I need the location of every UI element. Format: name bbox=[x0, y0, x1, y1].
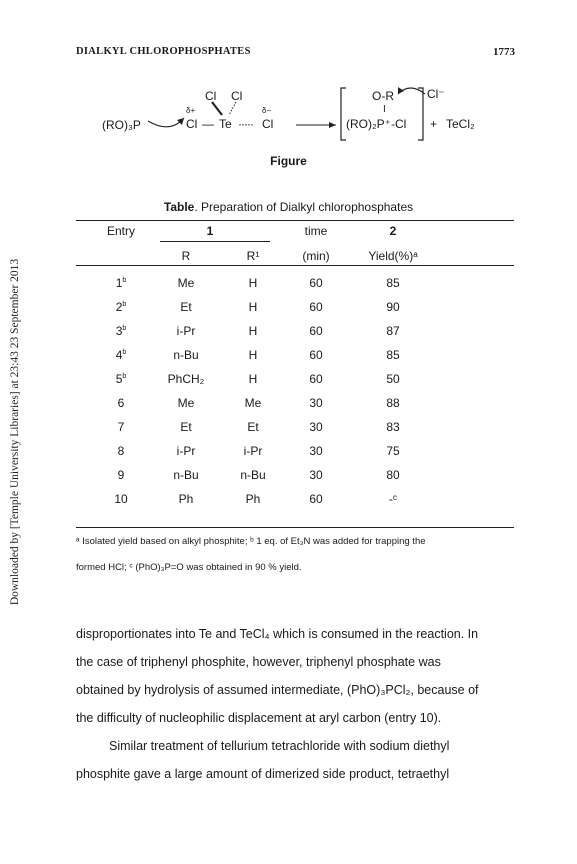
cell-entry-text: 3 bbox=[115, 324, 123, 338]
cell-entry-text: 1 bbox=[115, 276, 123, 290]
cell-r bbox=[177, 445, 196, 457]
bond-te-cl-right bbox=[229, 102, 236, 115]
cl-top-right: Cl bbox=[231, 89, 243, 103]
body-line-2: the case of triphenyl phosphite, however, triphenyl phosphate was bbox=[76, 655, 441, 669]
cl-top-left: Cl bbox=[205, 89, 217, 103]
cell-r1-text: H bbox=[248, 372, 258, 386]
body-line-1-text: disproportionates into Te and TeCl₄ which is consumed in the reaction. In bbox=[76, 627, 479, 641]
cell-entry bbox=[116, 373, 127, 385]
cell-r1-text: H bbox=[248, 348, 258, 362]
subheader-r: R bbox=[181, 249, 191, 263]
cell-r-text: n-Bu bbox=[173, 468, 199, 482]
cell-time-text: 60 bbox=[309, 492, 323, 506]
bracket-left bbox=[341, 88, 346, 140]
cell-r-text: Me bbox=[177, 276, 195, 290]
header-group-2: 2 bbox=[389, 224, 397, 238]
cell-yield bbox=[386, 349, 399, 361]
body-line-1 bbox=[76, 628, 516, 641]
dotted-bond: ····· bbox=[238, 117, 253, 131]
scheme-lines bbox=[0, 80, 577, 152]
entry-footnote-mark: b bbox=[122, 277, 127, 284]
cell-r1-text: Ph bbox=[245, 492, 261, 506]
cell-r-text: PhCH₂ bbox=[167, 372, 205, 386]
cell-r1-text: n-Bu bbox=[240, 468, 266, 482]
download-watermark-text: Downloaded by [Temple University Libraries] at 23:43 23 September 2013 bbox=[9, 258, 21, 606]
cell-yield-text: -ᶜ bbox=[388, 492, 398, 506]
cell-yield-text: 90 bbox=[386, 300, 400, 314]
reaction-arrowhead bbox=[329, 122, 336, 128]
cell-yield-text: 80 bbox=[386, 468, 400, 482]
cell-yield bbox=[389, 493, 397, 505]
cell-r1 bbox=[245, 397, 262, 409]
cell-entry-text: 6 bbox=[117, 396, 125, 410]
cell-time-text: 60 bbox=[309, 372, 323, 386]
cell-r bbox=[179, 493, 194, 505]
cell-time-text: 30 bbox=[309, 444, 323, 458]
body-line-5: Similar treatment of tellurium tetrachloride with sodium diethyl bbox=[109, 739, 450, 753]
attack-arrowhead bbox=[177, 118, 184, 125]
intermediate-core: (RO)₂P⁺-Cl bbox=[346, 117, 407, 131]
cell-time-text: 60 bbox=[309, 300, 323, 314]
cell-time bbox=[309, 469, 322, 481]
cell-time bbox=[309, 277, 322, 289]
cell-r-text: i-Pr bbox=[176, 324, 196, 338]
cell-r1 bbox=[244, 445, 263, 457]
attack-arrow bbox=[148, 118, 184, 127]
cell-yield-text: 50 bbox=[386, 372, 400, 386]
body-line-3: obtained by hydrolysis of assumed intermediate, (PhO)₃PCl₂, because of bbox=[76, 683, 479, 697]
intermediate-or: O-R bbox=[372, 89, 394, 103]
cell-time bbox=[309, 373, 322, 385]
cell-time bbox=[309, 349, 322, 361]
cell-time bbox=[309, 397, 322, 409]
cell-r bbox=[180, 421, 191, 433]
cell-r bbox=[173, 349, 198, 361]
body-line-4: the difficulty of nucleophilic displacement at aryl carbon (entry 10). bbox=[76, 711, 442, 725]
subheader-r1: R¹ bbox=[246, 249, 260, 263]
cell-time-text: 60 bbox=[309, 324, 323, 338]
cell-time bbox=[309, 301, 322, 313]
cell-r1 bbox=[249, 349, 258, 361]
page-number: 1773 bbox=[493, 46, 515, 58]
table-title bbox=[0, 200, 577, 214]
header-group-1: 1 bbox=[206, 224, 214, 238]
entry-footnote-mark: b bbox=[122, 301, 127, 308]
cell-entry-text: 8 bbox=[117, 444, 125, 458]
cell-r bbox=[178, 397, 195, 409]
figure-caption: Figure bbox=[270, 154, 307, 168]
table-footnote-2: formed HCl; ᶜ (PhO)₃P=O was obtained in 90 % yield. bbox=[76, 562, 302, 573]
cell-r-text: n-Bu bbox=[173, 348, 199, 362]
cell-time bbox=[309, 421, 322, 433]
cell-yield-text: 85 bbox=[386, 348, 400, 362]
table-title-text: . Preparation of Dialkyl chlorophosphates bbox=[194, 200, 414, 214]
table-header-rule bbox=[76, 265, 514, 266]
cell-r bbox=[173, 469, 198, 481]
entry-footnote-mark: b bbox=[122, 349, 127, 356]
cell-time-text: 30 bbox=[309, 468, 323, 482]
cell-r1-text: Et bbox=[247, 420, 259, 434]
cell-yield-text: 88 bbox=[386, 396, 400, 410]
cell-entry bbox=[116, 349, 127, 361]
cl-right: Cl bbox=[262, 117, 274, 131]
cell-yield bbox=[386, 277, 399, 289]
cell-r1 bbox=[249, 373, 258, 385]
cell-r-text: Et bbox=[180, 300, 192, 314]
cell-entry-text: 7 bbox=[117, 420, 125, 434]
cell-r-text: Me bbox=[177, 396, 195, 410]
cell-r1 bbox=[240, 469, 265, 481]
cell-yield bbox=[386, 373, 399, 385]
cell-yield bbox=[386, 421, 399, 433]
cell-time-text: 60 bbox=[309, 276, 323, 290]
scheme-plus: + bbox=[430, 117, 438, 131]
cell-time-text: 30 bbox=[309, 420, 323, 434]
cell-r bbox=[177, 325, 196, 337]
cell-entry bbox=[118, 445, 125, 457]
cell-time-text: 60 bbox=[309, 348, 323, 362]
cell-yield-text: 85 bbox=[386, 276, 400, 290]
cell-yield bbox=[386, 397, 399, 409]
cell-r1 bbox=[249, 277, 258, 289]
entry-footnote-mark: b bbox=[122, 373, 127, 380]
cell-yield bbox=[386, 445, 399, 457]
cell-entry bbox=[118, 421, 125, 433]
intermediate-bond: I bbox=[383, 104, 386, 115]
cell-entry bbox=[118, 469, 125, 481]
entry-footnote-mark: b bbox=[122, 325, 127, 332]
cell-r bbox=[168, 373, 205, 385]
cell-entry-text: 4 bbox=[115, 348, 123, 362]
cell-r1-text: H bbox=[248, 276, 258, 290]
cell-r1-text: Me bbox=[244, 396, 262, 410]
cell-yield bbox=[386, 325, 399, 337]
cell-time bbox=[309, 493, 322, 505]
cell-entry bbox=[114, 493, 127, 505]
cell-entry bbox=[116, 277, 127, 289]
cell-r1-text: H bbox=[248, 300, 258, 314]
cell-r bbox=[178, 277, 195, 289]
table-bottom-rule bbox=[76, 527, 514, 528]
byproduct: TeCl₂ bbox=[446, 117, 475, 131]
header-entry: Entry bbox=[106, 224, 136, 238]
cell-entry-text: 5 bbox=[115, 372, 123, 386]
cell-r1 bbox=[246, 493, 261, 505]
cell-entry bbox=[116, 301, 127, 313]
table-title-label: Table bbox=[163, 200, 195, 214]
header-time: time bbox=[304, 224, 328, 238]
table-top-rule bbox=[76, 220, 514, 221]
phosphite-label: (RO)₃P bbox=[102, 118, 141, 132]
cell-time bbox=[309, 325, 322, 337]
group-1-rule bbox=[160, 241, 270, 242]
cell-r1-text: H bbox=[248, 324, 258, 338]
cell-r-text: Ph bbox=[178, 492, 194, 506]
reaction-scheme bbox=[0, 80, 577, 152]
cell-yield bbox=[386, 301, 399, 313]
cell-entry bbox=[118, 397, 125, 409]
bond-te-cl-left bbox=[212, 102, 222, 115]
te-atom: Te bbox=[219, 117, 232, 131]
table-footnote-1: ᵃ Isolated yield based on alkyl phosphite; ᵇ 1 eq. of Et₃N was added for trapping the bbox=[76, 536, 426, 547]
cell-r1 bbox=[247, 421, 258, 433]
cell-r1 bbox=[249, 301, 258, 313]
cell-r-text: i-Pr bbox=[176, 444, 196, 458]
cell-entry bbox=[116, 325, 127, 337]
cell-entry-text: 10 bbox=[114, 492, 128, 506]
cell-yield-text: 87 bbox=[386, 324, 400, 338]
subheader-yield: Yield(%)ᵃ bbox=[368, 249, 418, 263]
cell-entry-text: 2 bbox=[115, 300, 123, 314]
cell-yield-text: 83 bbox=[386, 420, 400, 434]
body-line-6: phosphite gave a large amount of dimerized side product, tetraethyl bbox=[76, 767, 450, 781]
delta-minus: δ− bbox=[262, 106, 272, 115]
cell-r1-text: i-Pr bbox=[243, 444, 263, 458]
bracket-right bbox=[418, 88, 423, 140]
cell-r1 bbox=[249, 325, 258, 337]
counter-ion: Cl⁻ bbox=[427, 87, 445, 101]
cell-yield-text: 75 bbox=[386, 444, 400, 458]
delta-plus: δ+ bbox=[186, 106, 196, 115]
subheader-min: (min) bbox=[302, 249, 330, 263]
cell-entry-text: 9 bbox=[117, 468, 125, 482]
cell-time bbox=[309, 445, 322, 457]
cell-r-text: Et bbox=[180, 420, 192, 434]
cell-r bbox=[180, 301, 191, 313]
bond-dash: — bbox=[202, 117, 214, 131]
substitution-arrowhead bbox=[398, 87, 404, 94]
cell-time-text: 30 bbox=[309, 396, 323, 410]
cell-yield bbox=[386, 469, 399, 481]
running-head: DIALKYL CHLOROPHOSPHATES bbox=[76, 46, 251, 57]
cl-left: Cl bbox=[186, 117, 198, 131]
